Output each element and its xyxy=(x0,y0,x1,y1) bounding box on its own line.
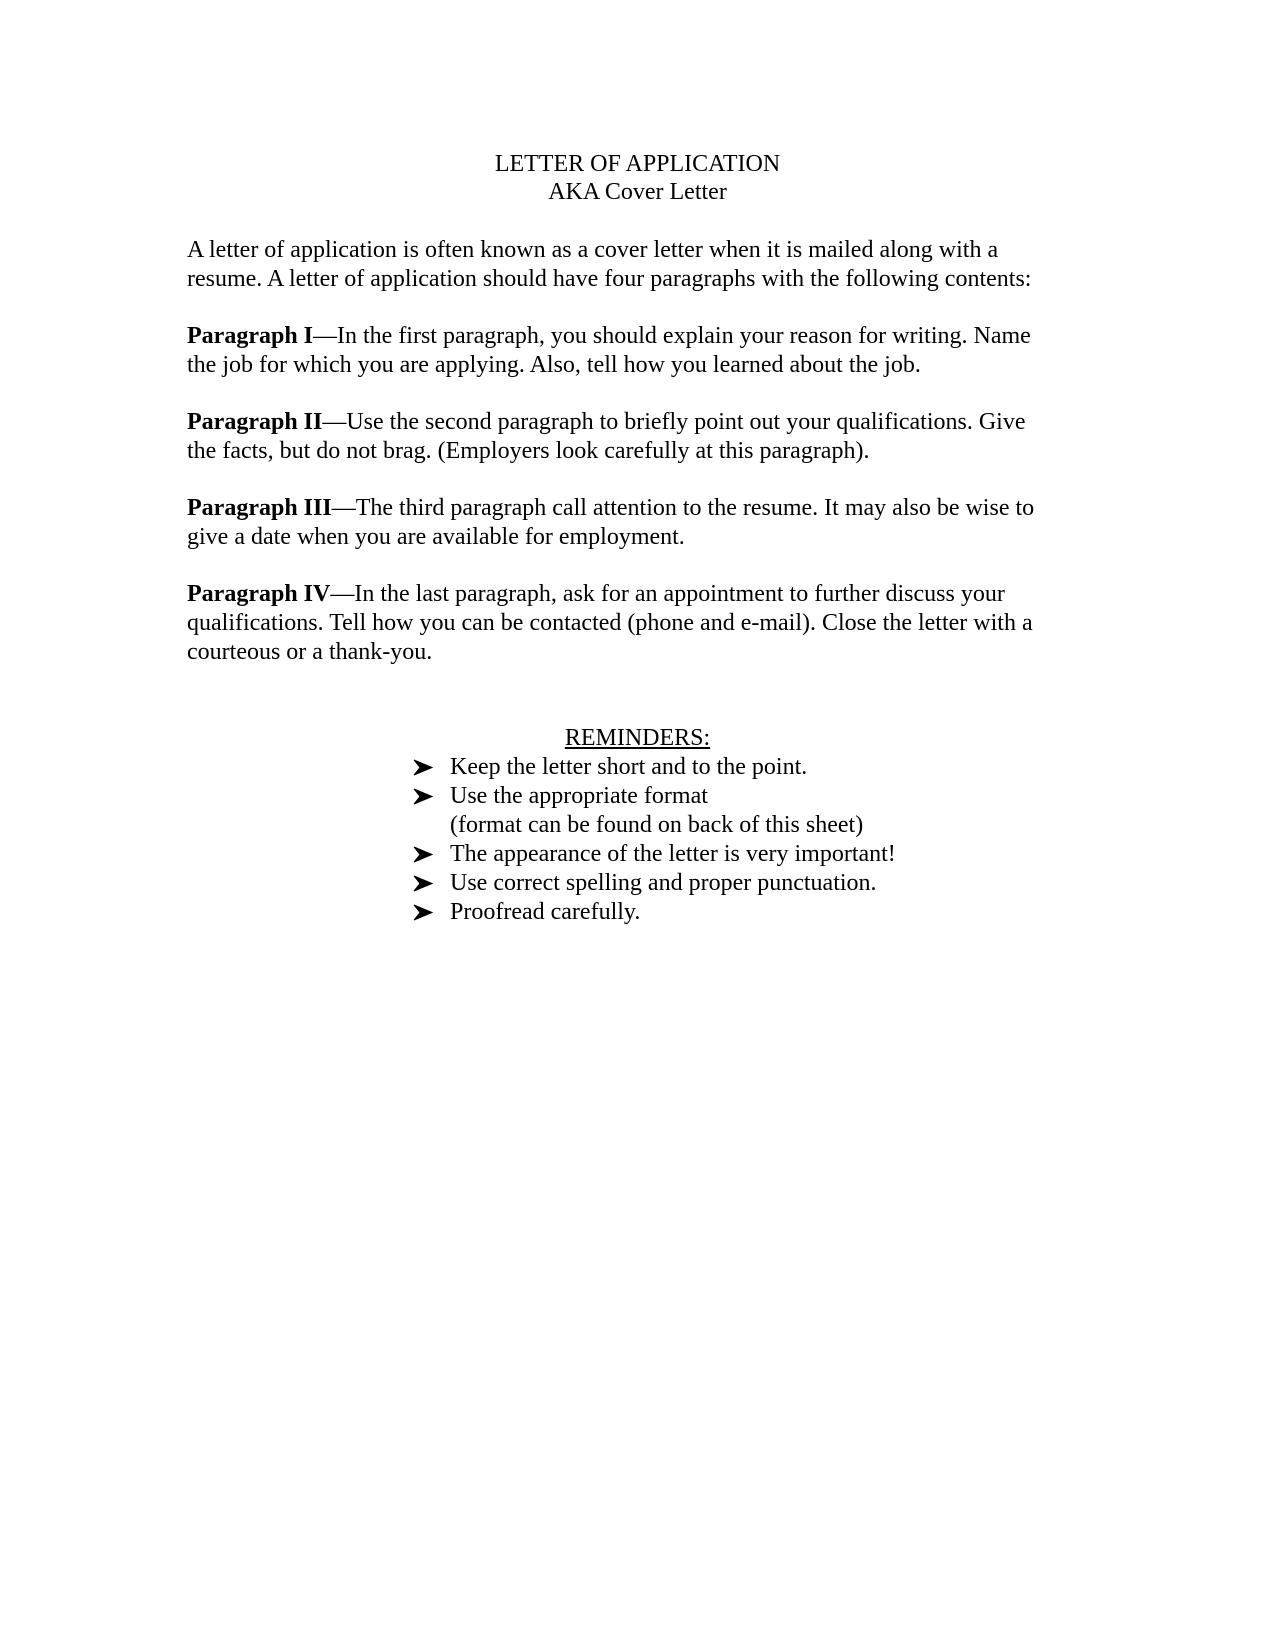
arrowhead-bullet-icon xyxy=(412,869,436,898)
reminder-item xyxy=(412,869,1012,898)
reminder-text: Proofread carefully. xyxy=(450,899,641,925)
intro-line-1: A letter of application is often known as a cover letter when it is mailed along with a xyxy=(187,237,999,263)
reminders-list xyxy=(412,753,1012,927)
paragraph-1-line-1: —In the first paragraph, you should explain your reason for writing. Name xyxy=(313,323,1031,349)
paragraph-4 xyxy=(187,580,1087,667)
paragraph-3-line-1: —The third paragraph call attention to the resume. It may also be wise to xyxy=(331,495,1035,521)
paragraph-2-line-2: the facts, but do not brag. (Employers look carefully at this paragraph). xyxy=(187,438,870,464)
paragraph-1-label: Paragraph I xyxy=(187,323,313,349)
paragraph-3-label: Paragraph III xyxy=(187,495,332,521)
paragraph-2 xyxy=(187,408,1087,466)
arrowhead-bullet-icon xyxy=(412,753,436,782)
paragraph-3-line-2: give a date when you are available for employment. xyxy=(187,524,685,550)
paragraph-4-line-2: qualifications. Tell how you can be contacted (phone and e-mail). Close the letter with a xyxy=(187,610,1033,636)
paragraph-4-line-3: courteous or a thank-you. xyxy=(187,639,433,665)
reminder-item xyxy=(412,840,1012,869)
paragraph-3 xyxy=(187,494,1087,552)
reminder-item xyxy=(412,753,1012,782)
intro-paragraph xyxy=(187,236,1087,294)
reminder-text: The appearance of the letter is very important! xyxy=(450,841,896,867)
reminders-heading: REMINDERS: xyxy=(564,725,711,751)
arrowhead-bullet-icon xyxy=(412,840,436,869)
document-subtitle: AKA Cover Letter xyxy=(548,179,727,205)
reminder-item xyxy=(412,782,1012,840)
intro-line-2: resume. A letter of application should have four paragraphs with the following contents: xyxy=(187,266,1032,292)
paragraph-1-line-2: the job for which you are applying. Also, tell how you learned about the job. xyxy=(187,352,921,378)
reminder-text: Use correct spelling and proper punctuation. xyxy=(450,870,877,896)
paragraph-4-label: Paragraph IV xyxy=(187,581,331,607)
paragraph-2-line-1: —Use the second paragraph to briefly point out your qualifications. Give xyxy=(322,409,1026,435)
reminder-subtext: (format can be found on back of this sheet) xyxy=(450,812,864,838)
paragraph-2-label: Paragraph II xyxy=(187,409,323,435)
document-title: LETTER OF APPLICATION xyxy=(494,151,781,177)
arrowhead-bullet-icon xyxy=(412,898,436,927)
reminder-item xyxy=(412,898,1012,927)
reminder-text: Keep the letter short and to the point. xyxy=(450,754,808,780)
paragraph-4-line-1: —In the last paragraph, ask for an appointment to further discuss your xyxy=(330,581,1005,607)
reminder-text: Use the appropriate format xyxy=(450,783,708,809)
paragraph-1 xyxy=(187,322,1087,380)
arrowhead-bullet-icon xyxy=(412,782,436,811)
